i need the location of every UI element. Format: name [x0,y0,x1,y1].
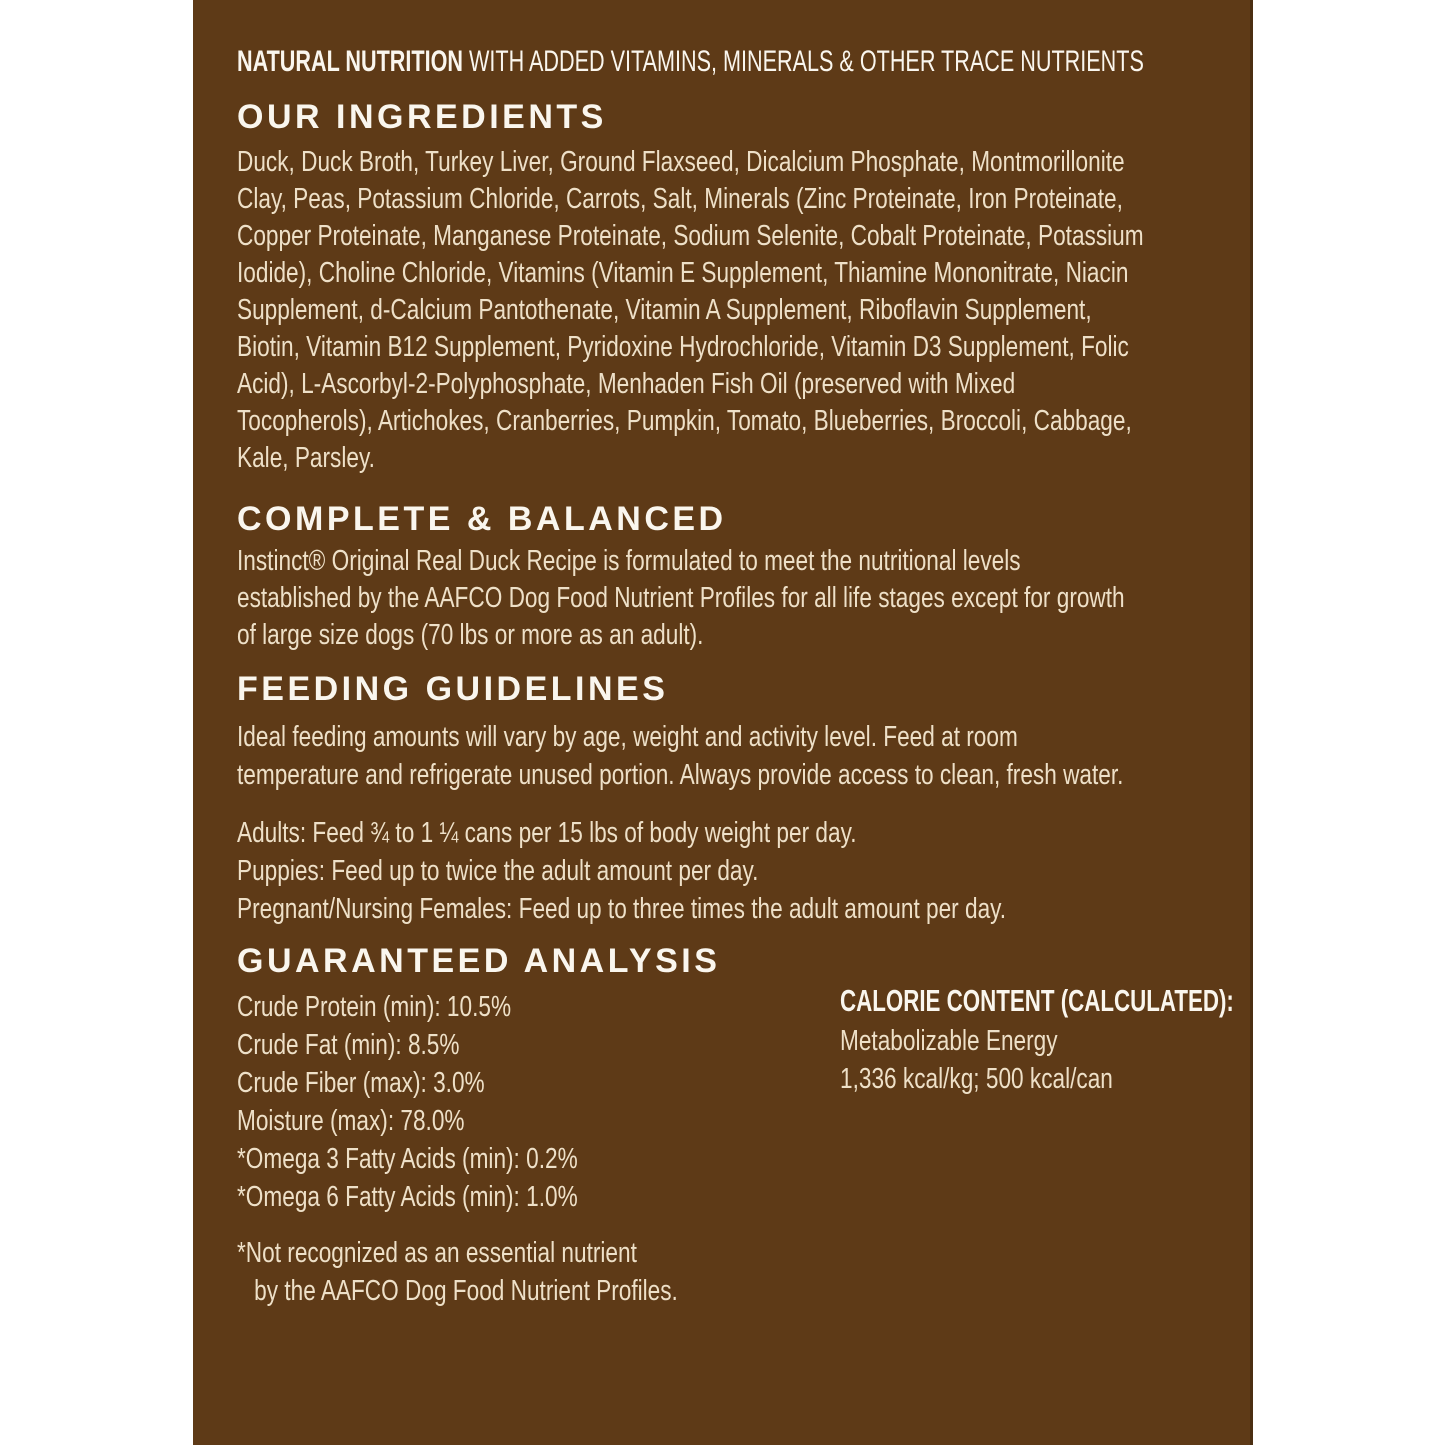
feeding-amount-pregnant-nursing: Pregnant/Nursing Females: Feed up to three times the adult amount per day. [237,893,1007,925]
ingredients-line: Biotin, Vitamin B12 Supplement, Pyridoxine Hydrochloride, Vitamin D3 Supplement, Folic [237,331,1129,363]
ingredients-line: Supplement, d-Calcium Pantothenate, Vitamin A Supplement, Riboflavin Supplement, [237,294,1092,326]
complete-balanced-line: established by the AAFCO Dog Food Nutrient Profiles for all life stages except for growth [237,582,1125,614]
ingredients-line: Duck, Duck Broth, Turkey Liver, Ground Flaxseed, Dicalcium Phosphate, Montmorillonite [237,146,1125,178]
ga-crude-protein: Crude Protein (min): 10.5% [237,991,512,1023]
ingredients-line: Copper Proteinate, Manganese Proteinate, Sodium Selenite, Cobalt Proteinate, Potassium [237,220,1144,252]
complete-balanced-line: of large size dogs (70 lbs or more as an adult). [237,619,704,651]
section-feeding-guidelines [237,672,1373,794]
section-calorie-content [840,984,1387,1098]
feeding-intro-line: Ideal feeding amounts will vary by age, weight and activity level. Feed at room [237,721,1018,753]
section-ingredients [237,100,1399,477]
ingredients-line: Clay, Peas, Potassium Chloride, Carrots, Salt, Minerals (Zinc Proteinate, Iron Proteinate, [237,183,1123,215]
guaranteed-analysis-heading: GUARANTEED ANALYSIS [237,942,721,980]
complete-balanced-heading: COMPLETE & BALANCED [237,500,727,538]
feeding-amount-adults: Adults: Feed ¾ to 1 ¼ cans per 15 lbs of body weight per day. [237,817,857,849]
ingredients-line: Acid), L-Ascorbyl-2-Polyphosphate, Menhaden Fish Oil (preserved with Mixed [237,368,1016,400]
section-guaranteed-analysis [237,944,720,1216]
ingredients-heading: OUR INGREDIENTS [237,98,607,136]
ingredients-line: Tocopherols), Artichokes, Cranberries, Pumpkin, Tomato, Blueberries, Broccoli, Cabbage, [237,405,1132,437]
label-panel [193,0,1253,1445]
calorie-metabolizable-energy: Metabolizable Energy [840,1025,1058,1057]
tagline [237,46,1144,78]
tagline-added-nutrients: WITH ADDED VITAMINS, MINERALS & OTHER TRACE NUTRIENTS [468,45,1144,78]
feeding-amount-puppies: Puppies: Feed up to twice the adult amount per day. [237,855,759,887]
complete-balanced-line: Instinct® Original Real Duck Recipe is formulated to meet the nutritional levels [237,545,1021,577]
ingredients-line: Iodide), Choline Chloride, Vitamins (Vitamin E Supplement, Thiamine Mononitrate, Niacin [237,257,1129,289]
ga-omega3: *Omega 3 Fatty Acids (min): 0.2% [237,1143,578,1175]
feeding-intro-line: temperature and refrigerate unused portion. Always provide access to clean, fresh water. [237,759,1124,791]
ga-crude-fiber: Crude Fiber (max): 3.0% [237,1067,485,1099]
footnote [237,1234,802,1310]
footnote-line: by the AAFCO Dog Food Nutrient Profiles. [254,1275,678,1307]
calorie-content-heading: CALORIE CONTENT (CALCULATED): [840,983,1234,1018]
ga-omega6: *Omega 6 Fatty Acids (min): 1.0% [237,1181,578,1213]
ga-moisture: Moisture (max): 78.0% [237,1105,465,1137]
ingredients-line: Kale, Parsley. [237,442,375,474]
section-complete-balanced [237,502,1375,654]
feeding-amounts [237,814,1223,928]
feeding-guidelines-heading: FEEDING GUIDELINES [237,670,669,708]
calorie-kcal-values: 1,336 kcal/kg; 500 kcal/can [840,1063,1113,1095]
ga-crude-fat: Crude Fat (min): 8.5% [237,1029,460,1061]
tagline-natural-nutrition: NATURAL NUTRITION [237,45,463,78]
footnote-line: *Not recognized as an essential nutrient [237,1237,637,1269]
